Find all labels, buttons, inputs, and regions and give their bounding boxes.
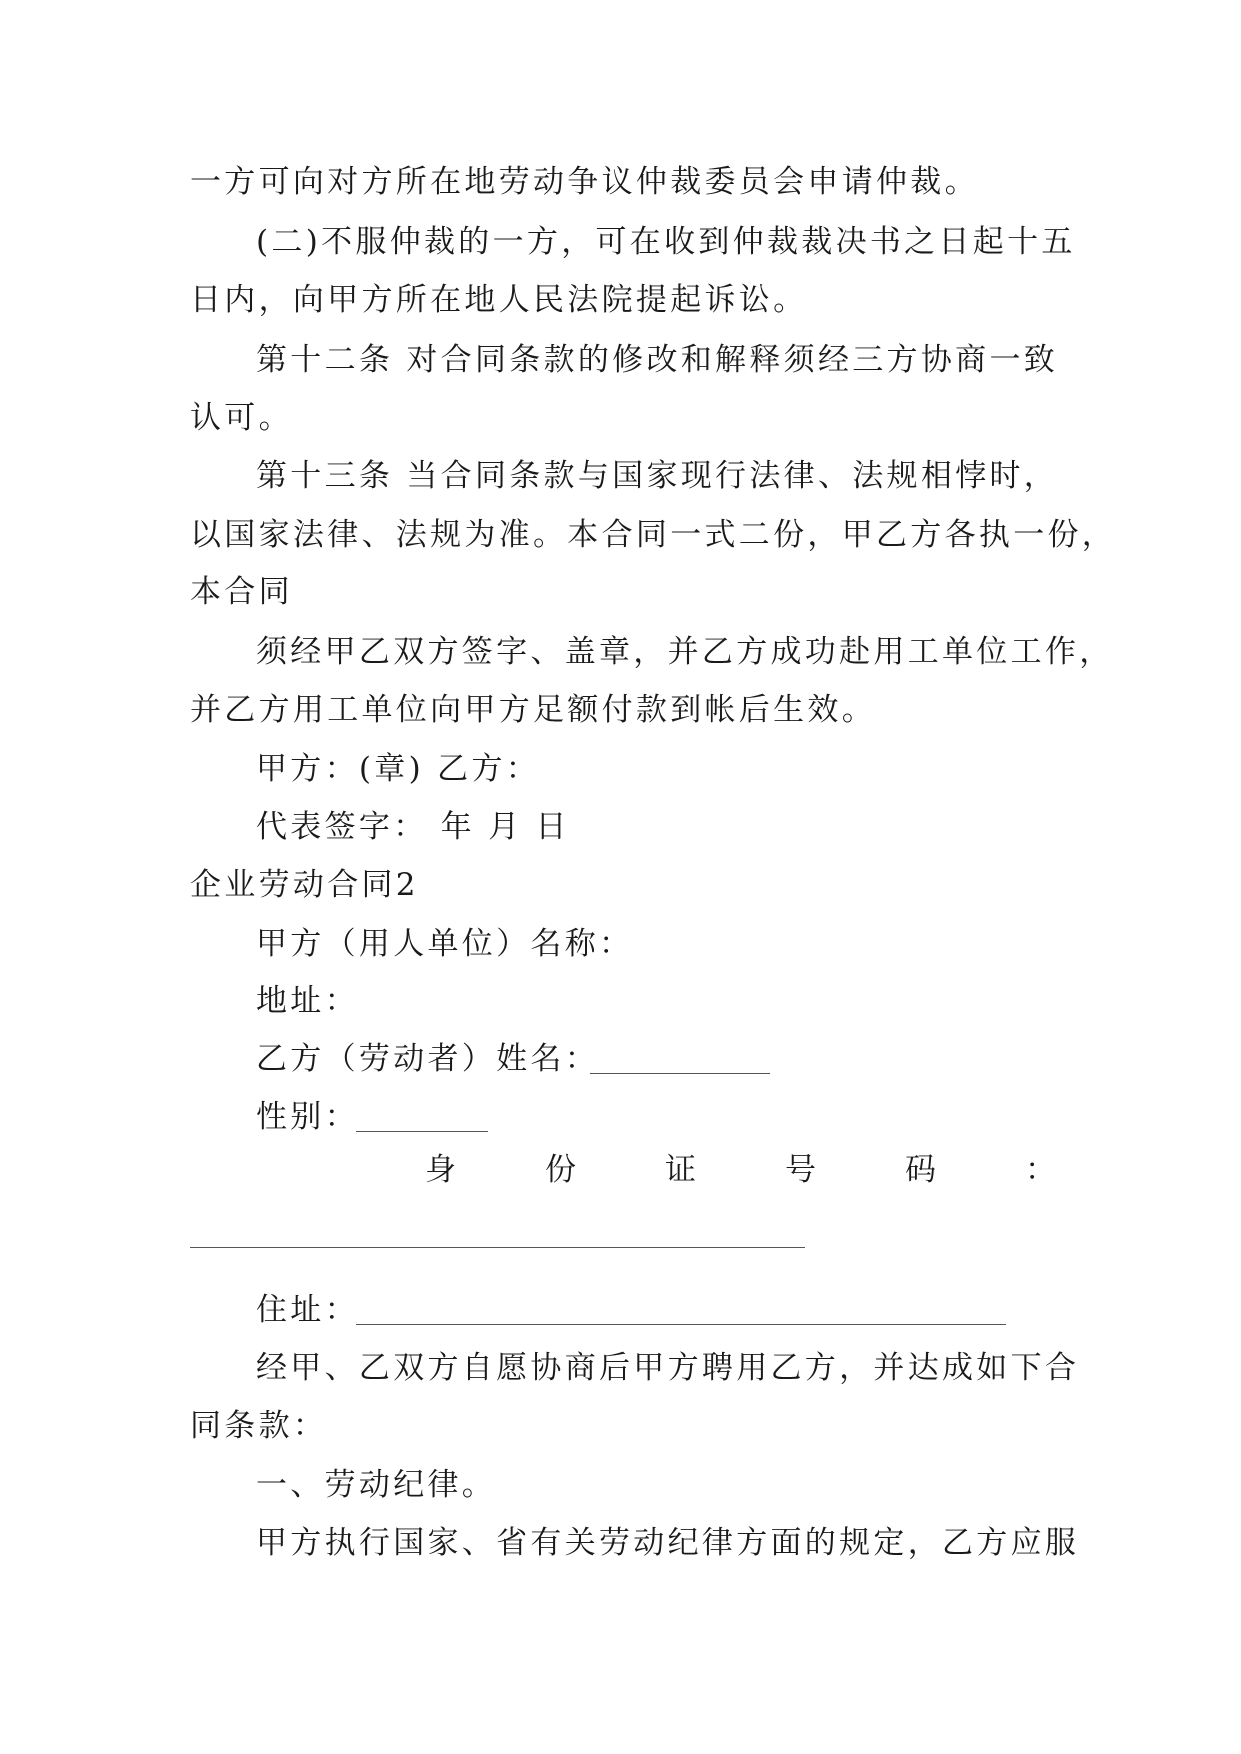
signature-line-party: 甲方：(章) 乙方： [256,751,541,787]
text-line: 同条款： [190,1408,328,1444]
clause-heading: 一、劳动纪律。 [256,1467,497,1503]
blank-underline [590,1073,770,1074]
blank-underline [356,1131,488,1132]
id-label-char: 证 [665,1152,696,1188]
text-line: 经甲、乙双方自愿协商后甲方聘用乙方，并达成如下合 [256,1350,1080,1386]
text-line: 第十三条 当合同条款与国家现行法律、法规相悖时， [256,458,1059,494]
section-title: 企业劳动合同2 [190,867,419,903]
text-line: (二)不服仲裁的一方，可在收到仲裁裁决书之日起十五 [256,224,1076,260]
text-line: 并乙方用工单位向甲方足额付款到帐后生效。 [190,692,876,728]
blank-underline [190,1247,805,1248]
text-line: 甲方执行国家、省有关劳动纪律方面的规定，乙方应服 [256,1525,1080,1561]
text-line: 须经甲乙双方签字、盖章，并乙方成功赴用工单位工作， [256,634,1114,670]
id-label-char: 码 [905,1152,936,1188]
blank-underline [356,1324,1006,1325]
signature-line-date: 代表签字： 年 月 日 [256,809,570,845]
text-line: 一方可向对方所在地劳动争议仲裁委员会申请仲裁。 [190,164,979,200]
field-gender: 性别： [256,1099,359,1135]
text-line: 日内，向甲方所在地人民法院提起诉讼。 [190,282,808,318]
id-label-char: 号 [785,1152,816,1188]
text-line: 以国家法律、法规为准。本合同一式二份，甲乙方各执一份， [190,517,1117,553]
id-label-char: 份 [545,1152,576,1188]
text-line: 认可。 [190,400,293,436]
field-employer-name: 甲方（用人单位）名称： [256,926,634,962]
field-residence: 住址： [256,1292,359,1328]
id-label-char: ： [1025,1152,1056,1188]
field-address: 地址： [256,983,359,1019]
text-line: 第十二条 对合同条款的修改和解释须经三方协商一致 [256,342,1059,378]
text-line: 本合同 [190,574,293,610]
id-label-char: 身 [425,1152,456,1188]
field-employee-name: 乙方（劳动者）姓名： [256,1041,599,1077]
